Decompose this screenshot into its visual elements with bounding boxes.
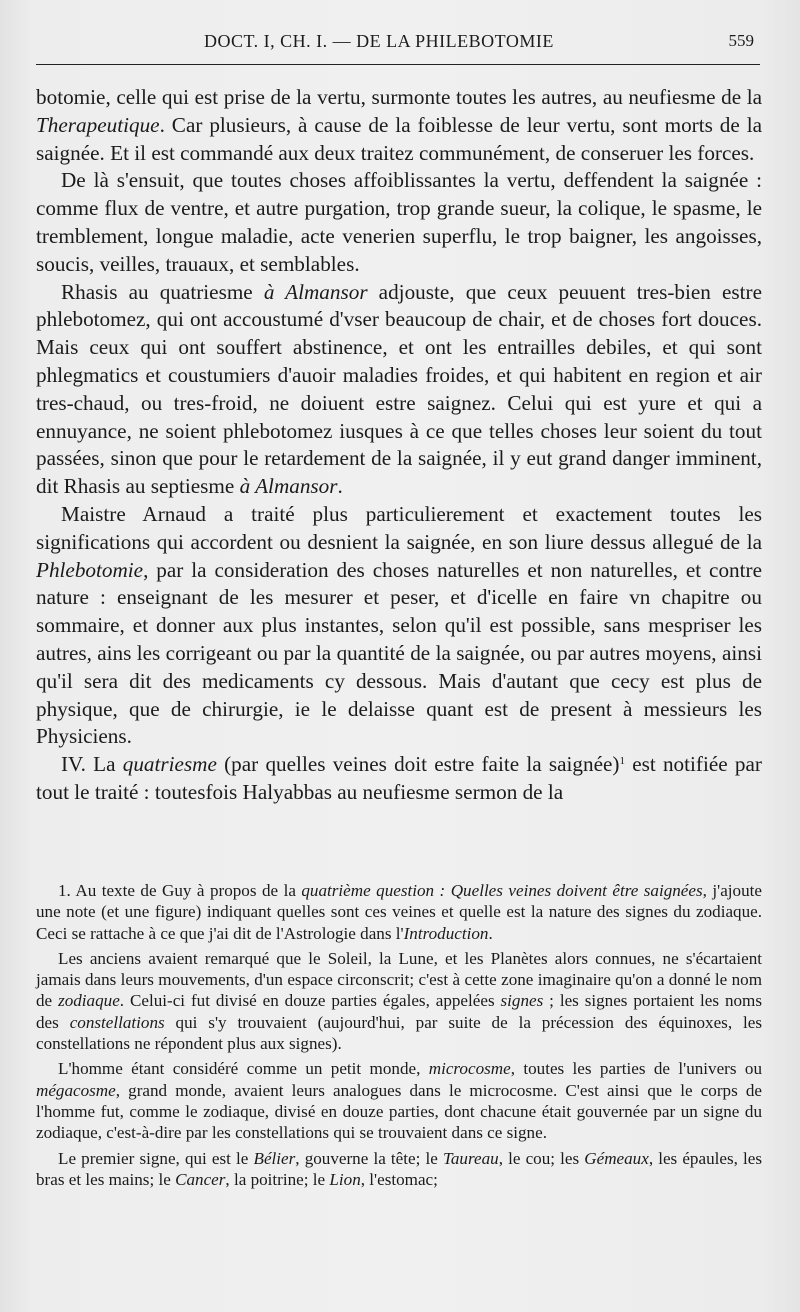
italic-run: microcosme [428,1059,511,1079]
text-run: , par la consideration des choses naturelles et non naturelles, et contre nature : enseignant de les mesurer et peser, et d'icelle en faire vn chapitre ou sommaire, et donner aux plus instantes, selon qu'il est possible, sans mespriser les autres, ains les corrigeant ou par la quantité de la saignée, ou par autres moyens, ainsi qu'il sera dit des medicaments cy dessous. Mais d'autant que cecy est plus de physique, que de chirurgie, ie le delaisse quant est de present à messieurs les Physiciens. [36,557,762,749]
paragraph-1 [36,84,762,167]
italic-run: Introduction [403,923,489,943]
text-run: qui s'y trouvaient (aujourd'hui, par suite de la précession des équinoxes, les constellations ne répondent plus aux signes). [36,1012,762,1054]
text-run: , grand monde, avaient leurs analogues dans le microcosme. C'est ainsi que le corps de l'homme fut, comme le zodiaque, divisé en douze parties, dont chacune était gouvernée par un signe du zodiaque, c'est-à-dire par les constellations qui se trouvaient dans ce signe. [36,1080,762,1143]
header-rule [36,64,760,65]
text-run: ; les signes portaient les noms des [36,991,762,1032]
footnote-1 [36,880,762,944]
text-run: adjouste, que ceux peuuent tres-bien estre phlebotomez, qui ont accoustumé d'vser beaucoup de chair, et de choses fort douces. Mais ceux qui ont souffert abstinence, et ont les entrailles debiles, et qui sont phlegmatics et coustumiers d'auoir maladies froides, et qui habitent en region et air tres-chaud, ou tres-froid, ne doiuent estre saignez. Celui qui est yure et qui a ennuyance, ne soient phlebotomez iusques à ce que telles choses leur soient du tout passées, sinon que pour le retardement de la saignée, il y eut grand danger imminent, dit Rhasis au septiesme [36,279,762,499]
italic-run: Cancer [175,1169,226,1189]
footnote-marker: 1 [619,755,625,768]
text-run: L'homme étant considéré comme un petit monde, [58,1059,429,1079]
text-run: est notifiée par tout le traité : toutesfois Halyabbas au neufiesme sermon de la [36,752,762,804]
paragraph-4 [36,501,762,751]
main-text [36,84,762,807]
italic-run: quatrième question : Quelles veines doivent être saignées [301,881,703,900]
text-run: , j'ajoute une note (et une figure) indiquant quelles sont ces veines et quelle est la nature des signes du zodiaque. Ceci se rattache à ce que j'ai dit de l'Astrologie dans l' [36,881,762,943]
paragraph-2: De là s'ensuit, que toutes choses affoiblissantes la vertu, deffendent la saignée : comme flux de ventre, et autre purgation, trop grande sueur, la colique, le spasme, le tremblement, longue maladie, acte venerien superflu, le trop baigner, les angoisses, soucis, veilles, trauaux, et semblables. [36,168,762,276]
italic-run: Therapeutique [36,112,160,137]
text-run: . [488,923,493,943]
italic-run: constellations [69,1012,165,1032]
text-run: 1. Au texte de Guy à propos de la [58,881,302,900]
italic-run: signes [500,991,544,1011]
text-run: , la poitrine; le [225,1169,330,1189]
text-run: . Car plusieurs, à cause de la foiblesse de leur vertu, sont morts de la saignée. Et il est commandé aux deux traitez communément, de conseruer les forces. [36,112,762,165]
italic-run: à Almansor [239,474,338,499]
text-run: . Celui-ci fut divisé en douze parties égales, appelées [119,991,501,1011]
footnote-paragraph-4 [36,1148,762,1191]
italic-run: à Almansor [263,279,368,304]
italic-run: Bélier [253,1148,296,1168]
text-run: , toutes les parties de l'univers ou [510,1059,762,1079]
page-header [36,28,760,58]
text-run: , l'estomac; [360,1169,438,1189]
text-run: IV. La [61,752,123,777]
italic-run: mégacosme [36,1080,116,1100]
text-run: , le cou; les [498,1148,585,1168]
text-run: , gouverne la tête; le [295,1148,443,1168]
italic-run: quatriesme [122,752,217,777]
footnote-paragraph-2 [36,948,762,1054]
text-run: Les anciens avaient remarqué que le Soleil, la Lune, et les Planètes alors connues, ne s'écartaient jamais dans leurs mouvements, d'un espace circonscrit; c'est à cette zone imaginaire qu'on a donné le nom de [36,948,762,1011]
text-run: (par quelles veines doit estre faite la saignée) [216,752,620,777]
text-run: botomie, celle qui est prise de la vertu, surmonte toutes les autres, au neufiesme de la [36,85,762,109]
running-title: DOCT. I, CH. I. — DE LA PHILEBOTOMIE [204,31,554,51]
text-run: Maistre Arnaud a traité plus particulierement et exactement toutes les significations qui accordent ou desnient la saignée, en son liure dessus allegué de la [36,501,762,554]
footnotes [36,880,762,1194]
italic-run: Phlebotomie [36,557,144,582]
footnote-paragraph-3 [36,1058,762,1143]
text-run: Rhasis au quatriesme [61,279,264,304]
text-run: . [337,474,343,499]
paragraph-5 [36,751,762,807]
italic-run: Taureau [442,1148,499,1168]
page-number: 559 [728,31,754,50]
italic-run: zodiaque [58,991,120,1011]
text-run: Le premier signe, qui est le [58,1148,254,1168]
paragraph-3 [36,279,762,501]
text-run: , les épaules, les bras et les mains; le [36,1148,762,1189]
italic-run: Gémeaux [584,1148,649,1168]
italic-run: Lion [329,1169,361,1189]
